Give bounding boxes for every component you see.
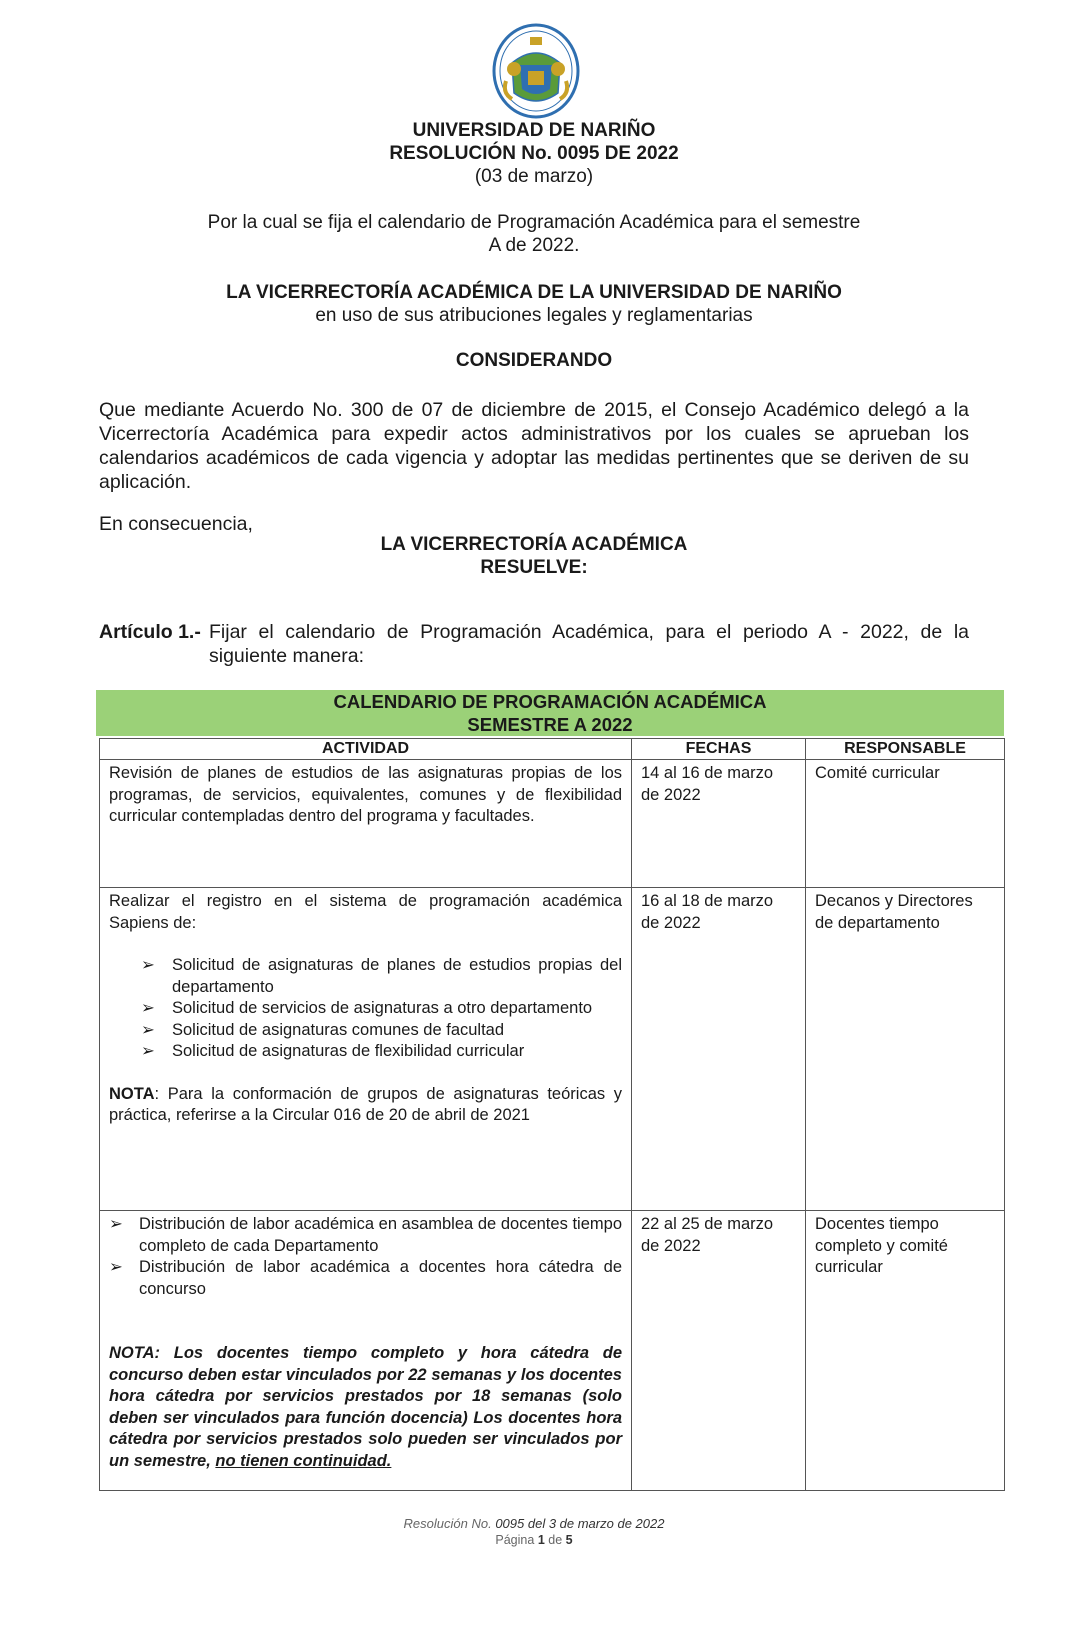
arrow-bullet-icon: ➢	[141, 1020, 155, 1039]
university-name: UNIVERSIDAD DE NARIÑO	[412, 120, 656, 141]
arrow-bullet-icon: ➢	[109, 1215, 123, 1233]
table-row	[100, 888, 1005, 1211]
activity-text: Realizar el registro en el sistema de programación académica Sapiens de:	[109, 892, 622, 932]
list-item: ➢ Solicitud de asignaturas de planes de estudios propias del departamento	[141, 956, 622, 996]
footer-resolution: Resolución No. 0095 del 3 de marzo de 2022	[403, 1516, 665, 1531]
nota-label: NOTA	[109, 1084, 155, 1103]
header-fechas: FECHAS	[632, 739, 806, 760]
header-responsable: RESPONSABLE	[806, 739, 1005, 760]
table-header-row	[100, 739, 1005, 760]
article-label: Artículo 1.-	[99, 621, 201, 643]
bullet-list	[109, 955, 622, 1063]
activity-cell	[100, 760, 632, 888]
nota-text: : Para la conformación de grupos de asignaturas teóricas y práctica, referirse a la Circular 016 de 20 de abril de 2021	[109, 1084, 622, 1124]
bullet-list	[109, 1214, 622, 1300]
calendar-subtitle: SEMESTRE A 2022	[467, 714, 633, 735]
nota-text: NOTA: Los docentes tiempo completo y hora cátedra de concurso deben estar vinculados por 22 semanas y los docentes hora cátedra por servicios prestados por 18 semanas (solo deben ser vinculados para función docencia) Los docentes hora cátedra por servicios prestados solo pueden ser vinculados por un semestre,	[109, 1344, 622, 1470]
nota-underlined-text: no tienen continuidad.	[215, 1451, 392, 1470]
list-item: ➢ Solicitud de servicios de asignaturas a otro departamento	[109, 998, 622, 1020]
list-item: ➢ Solicitud de asignaturas comunes de facultad	[109, 1020, 622, 1042]
resolution-number: RESOLUCIÓN No. 0095 DE 2022	[389, 143, 679, 164]
article-text: Fijar el calendario de Programación Académica, para el periodo A - 2022, de la siguiente manera:	[209, 621, 969, 667]
dates-cell: 14 al 16 de marzo de 2022	[632, 760, 806, 888]
arrow-bullet-icon: ➢	[141, 999, 155, 1017]
table-row	[100, 1211, 1005, 1491]
header-actividad: ACTIVIDAD	[100, 739, 632, 760]
arrow-bullet-icon: ➢	[109, 1258, 123, 1276]
considering-heading: CONSIDERANDO	[455, 350, 613, 371]
authority-title: LA VICERRECTORÍA ACADÉMICA DE LA UNIVERSIDAD DE NARIÑO	[226, 282, 842, 303]
dates-cell: 22 al 25 de marzo de 2022	[632, 1211, 806, 1491]
calendar-table	[99, 738, 1005, 1491]
authority-subtitle: en uso de sus atribuciones legales y reglamentarias	[315, 305, 753, 326]
table-row	[100, 760, 1005, 888]
nota-paragraph	[109, 1343, 622, 1472]
responsible-cell: Comité curricular	[806, 760, 1005, 888]
list-item: ➢ Solicitud de asignaturas de flexibilidad curricular	[109, 1041, 622, 1063]
responsible-cell: Decanos y Directores de departamento	[806, 888, 1005, 1211]
resolves-heading: RESUELVE:	[480, 557, 588, 578]
subject-line-2: A de 2022.	[488, 235, 580, 256]
calendar-title: CALENDARIO DE PROGRAMACIÓN ACADÉMICA	[333, 691, 767, 712]
activity-text: Revisión de planes de estudios de las asignaturas propias de los programas, de servicios, equivalentes, comunes y de flexibilidad curricular contempladas dentro del programa y facultades.	[109, 764, 622, 825]
resolution-date: (03 de marzo)	[474, 166, 594, 187]
list-item: ➢ Distribución de labor académica en asamblea de docentes tiempo completo de cada Departamento	[109, 1215, 622, 1255]
subject-line-1: Por la cual se fija el calendario de Programación Académica para el semestre	[207, 212, 861, 233]
consequence-text: En consecuencia,	[99, 513, 253, 535]
activity-cell	[100, 1211, 632, 1491]
calendar-title-bar	[96, 690, 1004, 736]
arrow-bullet-icon: ➢	[141, 956, 155, 974]
resolves-authority: LA VICERRECTORÍA ACADÉMICA	[380, 534, 688, 555]
university-seal-logo	[492, 23, 580, 119]
list-item: ➢ Distribución de labor académica a docentes hora cátedra de concurso	[109, 1258, 622, 1298]
responsible-cell: Docentes tiempo completo y comité curricular	[806, 1211, 1005, 1491]
activity-cell	[100, 888, 632, 1211]
dates-cell: 16 al 18 de marzo de 2022	[632, 888, 806, 1211]
nota-paragraph	[109, 1084, 622, 1127]
footer-page-number: Página 1 de 5	[495, 1533, 573, 1547]
arrow-bullet-icon: ➢	[141, 1042, 155, 1060]
considering-paragraph: Que mediante Acuerdo No. 300 de 07 de diciembre de 2015, el Consejo Académico delegó a la Vicerrectoría Académica para expedir actos administrativos por los cuales se aprueban los calendarios académicos de cada vigencia y adoptar las medidas pertinentes que se deriven de su aplicación.	[99, 399, 969, 493]
